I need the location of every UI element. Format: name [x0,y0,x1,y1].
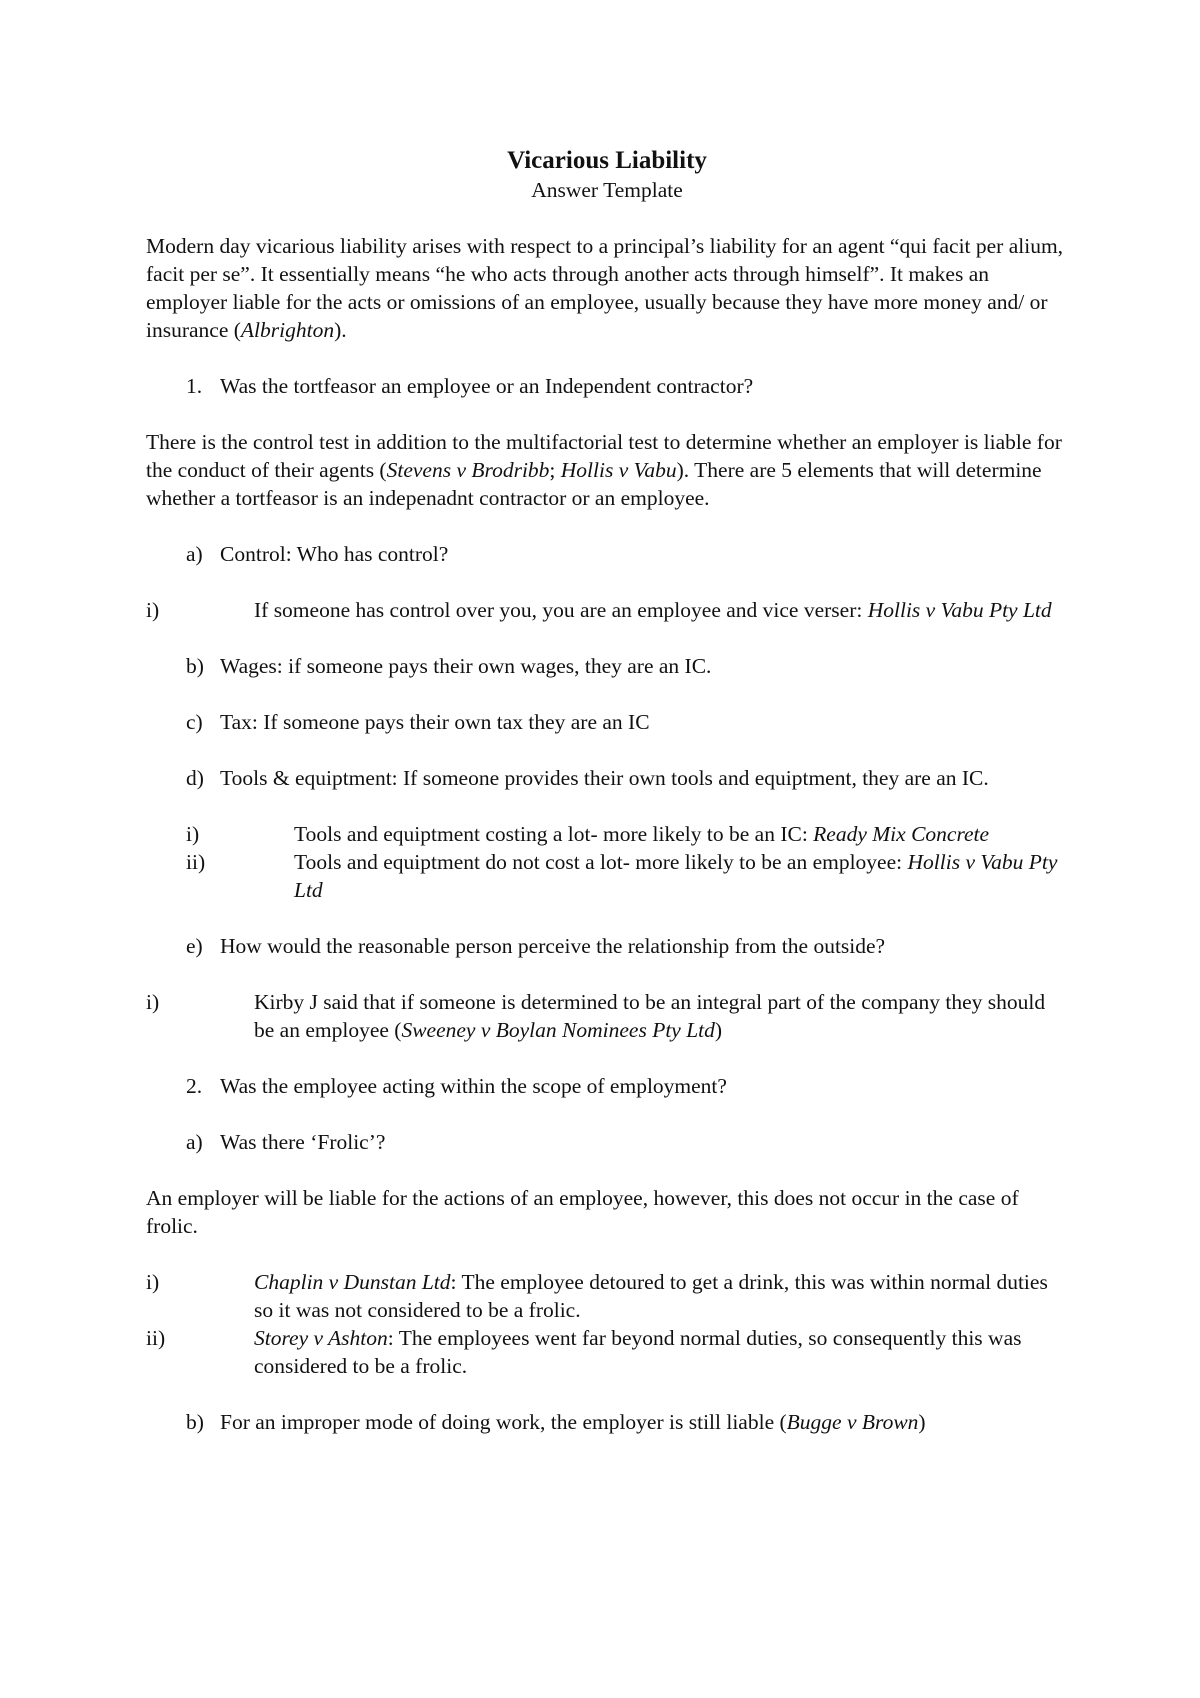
list-item-text [220,1408,1068,1436]
list-item-text: How would the reasonable person perceive the relationship from the outside? [220,934,886,958]
question-text: Was the tortfeasor an employee or an Independent contractor? [220,374,754,398]
list-roman: i) [146,990,160,1014]
list-item-frolic-ii [146,1324,1068,1380]
list-item-2a [146,1128,1068,1156]
list-item-frolic-i [146,1268,1068,1324]
case-citation: Storey v Ashton [254,1326,388,1350]
list-item-text [254,1268,1068,1324]
case-citation: Chaplin v Dunstan Ltd [254,1270,451,1294]
question-text: Was the employee acting within the scope of employment? [220,1074,727,1098]
intro-paragraph [146,232,1068,344]
separator: ; [549,458,561,482]
list-item-text [294,820,1068,848]
list-letter: a) [186,1130,203,1154]
case-citation: Albrighton [240,318,335,342]
item-text: : The employee detoured to get a drink, this was within normal duties so it was not considered to be a frolic. [254,1270,1048,1322]
list-item-text: Control: Who has control? [220,542,449,566]
document-title: Vicarious Liability [507,147,707,174]
control-test-paragraph [146,428,1068,512]
list-item-d [146,764,1068,792]
case-citation: Ready Mix Concrete [813,822,990,846]
list-letter: d) [186,766,204,790]
list-item-b [146,652,1068,680]
paragraph-text: There is the control test in addition to the multifactorial test to determine whether an employer is liable for the conduct of their agents ( [146,430,1062,482]
list-item-text [294,848,1068,904]
list-number: 1. [186,374,203,398]
list-item-text [254,596,1068,624]
list-number: 2. [186,1074,203,1098]
list-item-d-ii [146,848,1068,904]
item-text: : The employees went far beyond normal duties, so consequently this was considered to be a frolic. [254,1326,1022,1378]
list-letter: b) [186,1410,204,1434]
case-citation: Hollis v Vabu [560,458,677,482]
list-item-text [254,1324,1068,1380]
frolic-paragraph: An employer will be liable for the actions of an employee, however, this does not occur in the case of frolic. [146,1186,1019,1238]
list-item-a-i [146,596,1068,624]
case-citation: Sweeney v Boylan Nominees Pty Ltd [401,1018,715,1042]
list-item-a [146,540,1068,568]
question-2 [146,1072,1068,1100]
case-citation: Stevens v Brodribb [386,458,550,482]
list-item-text: Tax: If someone pays their own tax they are an IC [220,710,650,734]
item-text-end: ) [918,1410,926,1434]
list-item-d-i [146,820,1068,848]
list-roman: ii) [186,850,206,874]
item-text: For an improper mode of doing work, the employer is still liable ( [220,1410,787,1434]
intro-text-end: ). [334,318,347,342]
list-item-e [146,932,1068,960]
list-item-text [254,988,1068,1044]
list-item-text: Was there ‘Frolic’? [220,1130,386,1154]
list-item-e-i [146,988,1068,1044]
document-subtitle: Answer Template [531,178,683,202]
list-roman: i) [186,822,200,846]
list-roman: ii) [146,1326,166,1350]
list-item-2b [146,1408,1068,1436]
list-item-c [146,708,1068,736]
list-letter: e) [186,934,203,958]
list-item-text: Wages: if someone pays their own wages, they are an IC. [220,654,712,678]
list-item-text: Tools & equiptment: If someone provides their own tools and equiptment, they are an IC. [220,766,989,790]
case-citation: Bugge v Brown [786,1410,919,1434]
list-letter: a) [186,542,203,566]
case-citation: Hollis v Vabu Pty Ltd [294,850,1058,902]
item-text: Tools and equiptment do not cost a lot- more likely to be an employee: [294,850,908,874]
list-roman: i) [146,598,160,622]
item-text: Tools and equiptment costing a lot- more likely to be an IC: [294,822,814,846]
item-text: Kirby J said that if someone is determined to be an integral part of the company they should be an employee ( [254,990,1046,1042]
item-text: If someone has control over you, you are an employee and vice verser: [254,598,868,622]
paragraph-text-end: ). There are 5 elements that will determine whether a tortfeasor is an indepenadnt contractor or an employee. [146,458,1042,510]
list-letter: c) [186,710,203,734]
item-text-end: ) [714,1018,723,1042]
list-roman: i) [146,1270,160,1294]
list-letter: b) [186,654,204,678]
question-1 [146,372,1068,400]
case-citation: Hollis v Vabu Pty Ltd [867,598,1052,622]
document-body [146,146,1068,1464]
intro-text: Modern day vicarious liability arises with respect to a principal’s liability for an agent “qui facit per alium, facit per se”. It essentially means “he who acts through another acts through himself”. It makes an employer liable for the acts or omissions of an employee, usually because they have more money and/ or insurance ( [146,234,1064,342]
